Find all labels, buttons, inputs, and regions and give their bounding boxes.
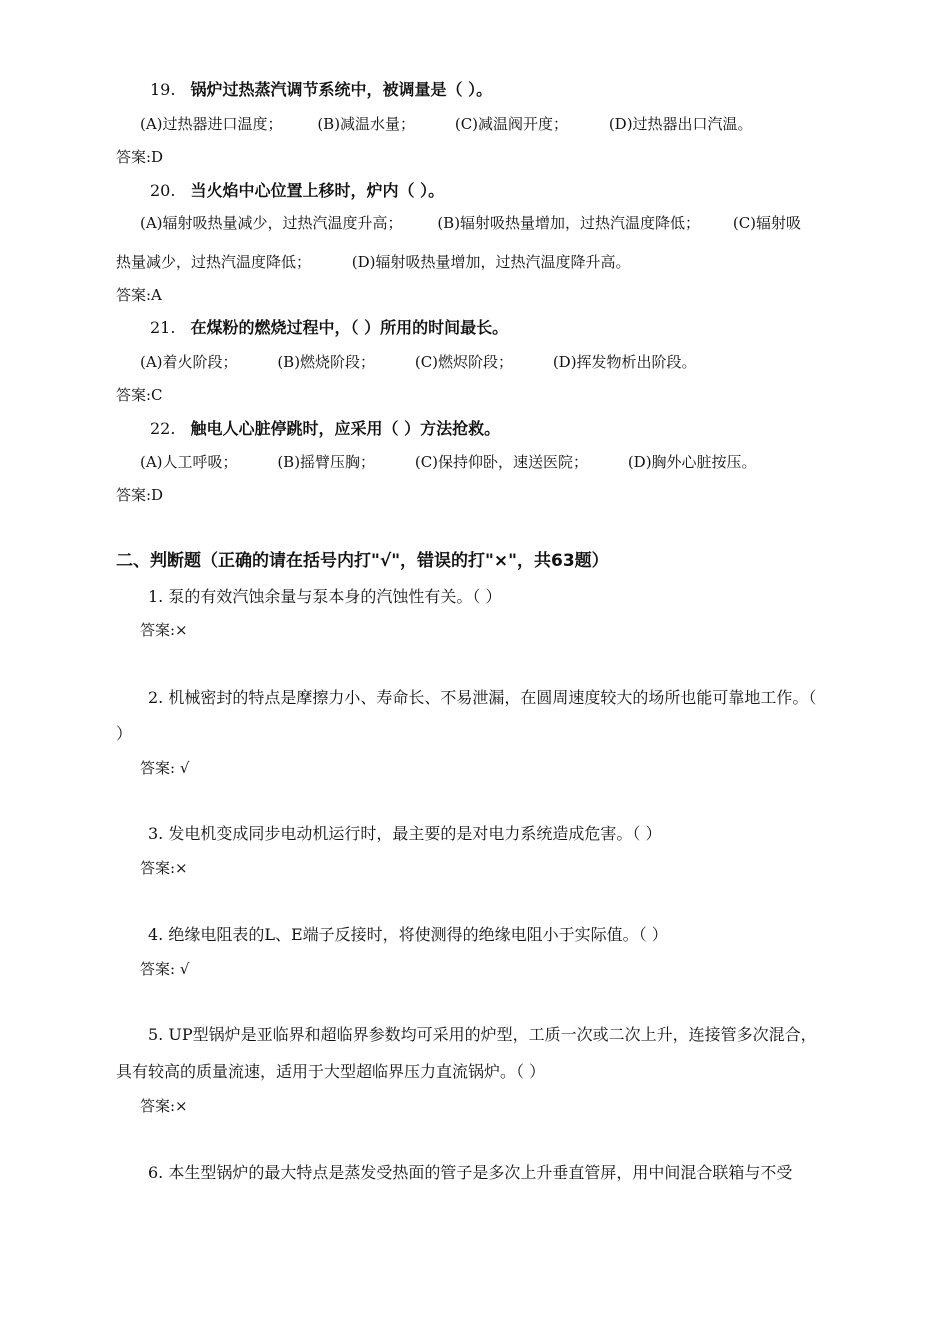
option-b: (B)摇臂压胸； [277, 453, 376, 471]
tf-question-6: 6. 本生型锅炉的最大特点是蒸发受热面的管子是多次上升垂直管屏，用中间混合联箱与不受 [148, 1163, 793, 1182]
tf-question-2-cont: ） [116, 724, 133, 743]
option-a: (A)人工呼吸； [140, 453, 238, 471]
option-c: (C)减温阀开度； [454, 115, 569, 133]
question-text: 锅炉过热蒸汽调节系统中，被调量是（ ）。 [190, 80, 493, 99]
section-heading: 二、判断题（正确的请在括号内打"√"，错误的打"×"，共63题） [116, 551, 609, 571]
tf-answer-2: 答案: √ [140, 759, 190, 777]
option-c: (C)燃烬阶段； [414, 353, 514, 371]
question-number: 21. [150, 318, 176, 337]
question-20 [150, 183, 444, 199]
question-number: 20. [150, 181, 176, 200]
question-20-options-line2 [116, 255, 631, 270]
option-a: (A)辐射吸热量减少，过热汽温度升高； [140, 214, 403, 232]
option-d: (D)挥发物析出阶段。 [552, 353, 697, 371]
answer-22: 答案:D [116, 486, 164, 504]
option-d: (D)胸外心脏按压。 [627, 453, 757, 471]
question-text: 触电人心脏停跳时，应采用（ ）方法抢救。 [190, 419, 501, 438]
tf-answer-3: 答案:× [140, 859, 188, 877]
question-number: 19. [150, 80, 176, 99]
question-19 [150, 82, 492, 98]
option-b: (B)燃烧阶段； [277, 353, 376, 371]
tf-question-5: 5. UP型锅炉是亚临界和超临界参数均可采用的炉型，工质一次或二次上升，连接管多次混合， [148, 1025, 817, 1044]
question-22 [150, 421, 500, 437]
answer-21: 答案:C [116, 386, 163, 404]
tf-question-2: 2. 机械密封的特点是摩擦力小、寿命长、不易泄漏，在圆周速度较大的场所也能可靠地工作。（ [148, 688, 817, 707]
option-c: (C)保持仰卧，速送医院； [414, 453, 589, 471]
question-number: 22. [150, 419, 176, 438]
tf-answer-5: 答案:× [140, 1097, 188, 1115]
question-19-options [140, 117, 753, 132]
tf-question-4: 4. 绝缘电阻表的L、E端子反接时，将使测得的绝缘电阻小于实际值。（ ） [148, 925, 668, 944]
option-c-cont: 热量减少，过热汽温度降低； [116, 253, 312, 271]
answer-20: 答案:A [116, 286, 162, 304]
question-text: 在煤粉的燃烧过程中，（ ）所用的时间最长。 [190, 318, 509, 337]
question-21-options [140, 355, 697, 370]
option-b: (B)减温水量； [317, 115, 416, 133]
option-c: (C)辐射吸 [732, 214, 802, 232]
question-21 [150, 320, 508, 336]
option-d: (D)过热器出口汽温。 [608, 115, 753, 133]
tf-answer-1: 答案:× [140, 621, 188, 639]
option-b: (B)辐射吸热量增加，过热汽温度降低； [437, 214, 701, 232]
question-22-options [140, 455, 757, 470]
question-20-options-line1 [140, 216, 801, 231]
tf-question-3: 3. 发电机变成同步电动机运行时，最主要的是对电力系统造成危害。（ ） [148, 824, 662, 843]
option-a: (A)过热器进口温度； [140, 115, 283, 133]
tf-question-5-cont: 具有较高的质量流速，适用于大型超临界压力直流锅炉。（ ） [116, 1062, 546, 1081]
answer-19: 答案:D [116, 148, 164, 166]
tf-question-1: 1. 泵的有效汽蚀余量与泵本身的汽蚀性有关。（ ） [148, 587, 502, 606]
option-a: (A)着火阶段； [140, 353, 238, 371]
tf-answer-4: 答案: √ [140, 960, 190, 978]
question-text: 当火焰中心位置上移时，炉内（ ）。 [190, 181, 445, 200]
option-d: (D)辐射吸热量增加，过热汽温度降升高。 [351, 253, 631, 271]
